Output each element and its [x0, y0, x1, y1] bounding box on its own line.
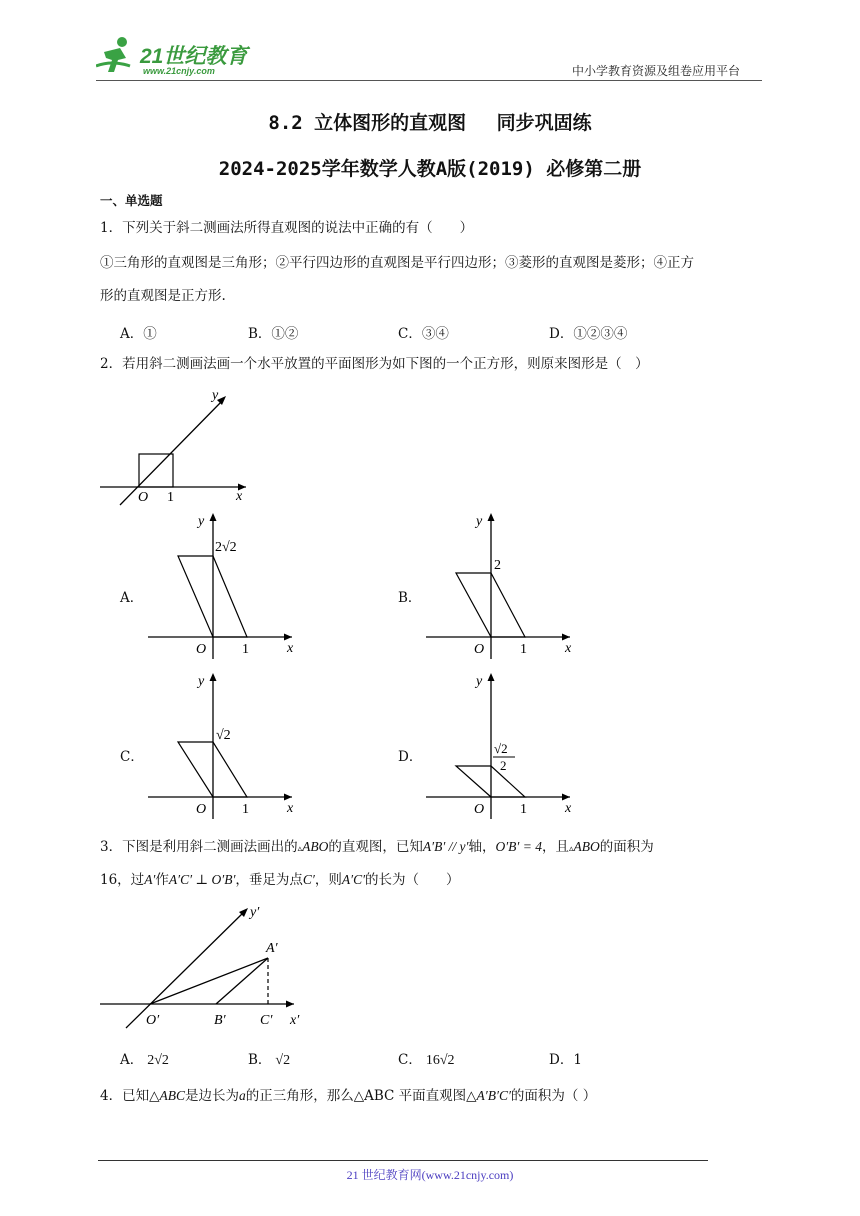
small-triangle-icon: ▵	[297, 844, 303, 854]
logo-icon	[96, 36, 138, 76]
q4-stem	[100, 1087, 596, 1105]
q4-text: 的面积为（ ）	[510, 1088, 597, 1104]
q3-x-label: x′	[290, 1013, 300, 1028]
q3-math: A′C′ ⊥ O′B′	[168, 872, 236, 887]
q3-option-b-label: B．	[248, 1052, 272, 1068]
header-right-text: 中小学教育资源及组卷应用平台	[572, 64, 741, 78]
q3-math: A′C′	[341, 872, 366, 887]
q2-d-x-label: x	[565, 801, 572, 816]
q2-b-o-label: O	[474, 642, 485, 657]
q4-text: 4．已知△	[100, 1088, 160, 1104]
q3-text: 的直观图，已知	[328, 839, 423, 855]
q2-main-y-label: y	[212, 388, 219, 403]
header-divider	[96, 80, 762, 81]
header	[0, 0, 860, 85]
logo-url: www.21cnjy.com	[143, 66, 215, 76]
q2-c-o-label: O	[196, 802, 207, 817]
q2-figure-a[interactable]	[140, 509, 305, 659]
q3-math: A′B′ // y′	[422, 839, 469, 854]
q3-text: ，则	[314, 872, 342, 888]
q3-text: 16，过	[100, 872, 145, 888]
q2-a-o-label: O	[196, 642, 207, 657]
q1-option-c[interactable]: C．③④	[398, 326, 449, 342]
q3-o-label: O′	[146, 1013, 160, 1028]
q4-math: A′B′C′	[476, 1088, 511, 1103]
q3-stem-line1	[100, 838, 654, 858]
page-title: 8.2 立体图形的直观图 同步巩固练	[268, 112, 592, 134]
q3-figure	[98, 900, 310, 1032]
q2-b-height-label: 2	[494, 558, 501, 573]
q3-y-label: y′	[250, 905, 260, 920]
q2-d-o-label: O	[474, 802, 485, 817]
q1-option-d[interactable]: D．①②③④	[549, 326, 628, 342]
q2-main-x-label: x	[236, 489, 243, 504]
q3-option-a[interactable]	[120, 1048, 169, 1069]
page-subtitle: 2024-2025学年数学人教A版(2019) 必修第二册	[218, 158, 642, 180]
q2-d-height-num: √2	[494, 741, 508, 756]
section-heading: 一、单选题	[100, 193, 163, 208]
q2-c-y-label: y	[198, 674, 205, 689]
q2-b-y-label: y	[476, 514, 483, 529]
footer-divider	[98, 1160, 708, 1161]
q3-option-b-value: √2	[275, 1053, 291, 1068]
q3-math: ABO	[302, 839, 329, 854]
q2-option-b[interactable]: B．	[398, 590, 422, 606]
q3-option-c-value: 16√2	[425, 1053, 455, 1068]
q3-text: ，垂足为点	[235, 872, 303, 888]
q2-d-y-label: y	[476, 674, 483, 689]
q2-b-one-label: 1	[520, 642, 527, 657]
q2-option-c[interactable]: C．	[120, 749, 144, 765]
q2-a-one-label: 1	[242, 642, 249, 657]
q3-c-label: C′	[260, 1013, 273, 1028]
q2-figure-b[interactable]	[418, 509, 583, 659]
q1-option-a[interactable]: A．①	[120, 326, 157, 342]
q3-option-c-label: C．	[398, 1052, 422, 1068]
q1-statements: ①三角形的直观图是三角形；②平行四边形的直观图是平行四边形；③菱形的直观图是菱形；④正方	[100, 255, 694, 271]
q2-figure-c[interactable]	[140, 669, 305, 819]
q1-statements-cont: 形的直观图是正方形.	[100, 288, 226, 304]
q3-b-label: B′	[214, 1013, 226, 1028]
q4-text: 的正三角形，那么△ABC 平面直观图△	[245, 1088, 477, 1104]
q2-figure-d[interactable]	[418, 669, 583, 819]
q3-option-a-value: 2√2	[147, 1053, 169, 1068]
q3-math: O′B′ = 4	[495, 839, 542, 854]
footer-link[interactable]: 21 世纪教育网(www.21cnjy.com)	[346, 1168, 514, 1182]
q3-option-b[interactable]	[248, 1048, 290, 1069]
q3-math: A′	[144, 872, 156, 887]
q2-stem: 2．若用斜二测画法画一个水平放置的平面图形为如下图的一个正方形，则原来图形是（ ）	[100, 356, 649, 372]
q2-d-one-label: 1	[520, 802, 527, 817]
q3-text: 的面积为	[599, 839, 654, 855]
q2-c-height-label: √2	[216, 728, 231, 743]
q3-option-d[interactable]: D．1	[549, 1052, 582, 1068]
small-triangle-icon: ▵	[569, 844, 574, 854]
q3-math: ABO	[573, 839, 600, 854]
q2-b-x-label: x	[565, 641, 572, 656]
q3-text: 3．下图是利用斜二测画法画出的	[100, 839, 298, 855]
q2-option-a[interactable]: A．	[120, 590, 144, 606]
q2-c-x-label: x	[287, 801, 294, 816]
q2-a-height-label: 2√2	[215, 540, 237, 555]
q3-math: C′	[302, 872, 315, 887]
q2-main-one-label: 1	[167, 490, 174, 505]
q1-stem: 1．下列关于斜二测画法所得直观图的说法中正确的有（ ）	[100, 220, 474, 236]
q2-a-y-label: y	[198, 514, 205, 529]
q3-option-c[interactable]	[398, 1048, 455, 1069]
q2-d-height-den: 2	[500, 758, 507, 773]
logo-text: 21世纪教育	[140, 45, 248, 68]
q3-stem-line2	[100, 871, 460, 889]
q2-c-one-label: 1	[242, 802, 249, 817]
q3-a-label: A′	[266, 941, 278, 956]
q4-math: ABC	[159, 1088, 185, 1103]
q3-text: 的长为（ ）	[365, 872, 460, 888]
q3-text: 轴，	[468, 839, 496, 855]
q3-text: 作	[155, 872, 169, 888]
q4-text: 是边长为	[184, 1088, 239, 1104]
q1-option-b[interactable]: B．①②	[248, 326, 299, 342]
q2-option-d[interactable]: D．	[398, 749, 423, 765]
q2-figure-main	[98, 383, 258, 508]
q2-a-x-label: x	[287, 641, 294, 656]
q3-text: ，且	[542, 839, 569, 855]
q3-option-a-label: A．	[120, 1052, 144, 1068]
q4-math: a	[238, 1088, 246, 1103]
q2-main-o-label: O	[138, 490, 149, 505]
